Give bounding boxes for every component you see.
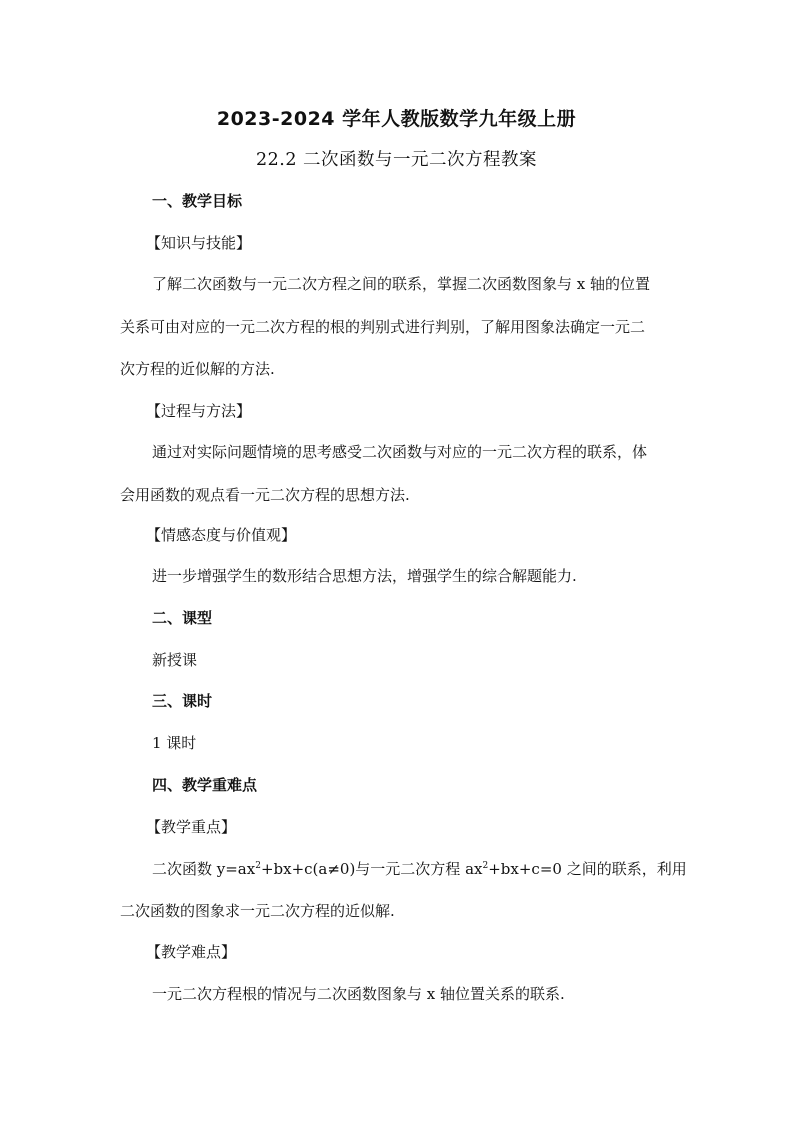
paragraph-line: 通过对实际问题情境的思考感受二次函数与对应的一元二次方程的联系，体	[152, 443, 648, 461]
paragraph-line: 会用函数的观点看一元二次方程的思想方法.	[120, 486, 410, 504]
paragraph-line-formula	[152, 858, 687, 879]
subheading-knowledge: 【知识与技能】	[146, 234, 252, 252]
paragraph-line: 一元二次方程根的情况与二次函数图象与 x 轴位置关系的联系.	[152, 985, 565, 1003]
section-heading-objectives: 一、教学目标	[152, 192, 243, 210]
superscript: 2	[482, 861, 489, 871]
paragraph-line: 二次函数的图象求一元二次方程的近似解.	[120, 902, 395, 920]
subheading-key-points: 【教学重点】	[146, 818, 237, 836]
section-heading-class-hours: 三、课时	[152, 692, 213, 710]
subheading-process: 【过程与方法】	[146, 402, 252, 420]
formula-text: 二次函数 y=ax	[152, 860, 256, 878]
document-title: 2023-2024 学年人教版数学九年级上册	[216, 108, 577, 130]
document-subtitle: 22.2 二次函数与一元二次方程教案	[255, 150, 538, 170]
subheading-emotion: 【情感态度与价值观】	[146, 526, 297, 544]
section-heading-lesson-type: 二、课型	[152, 609, 213, 627]
paragraph-line: 进一步增强学生的数形结合思想方法，增强学生的综合解题能力.	[152, 567, 577, 585]
paragraph-line: 次方程的近似解的方法.	[120, 360, 275, 378]
section-heading-key-difficult: 四、教学重难点	[152, 776, 258, 794]
formula-text: +bx+c(a≠0)与一元二次方程 ax	[260, 860, 483, 878]
superscript: 2	[255, 861, 261, 871]
paragraph-line: 关系可由对应的一元二次方程的根的判别式进行判别，了解用图象法确定一元二	[120, 318, 646, 336]
formula-text: +bx+c=0 之间的联系，利用	[488, 860, 687, 878]
paragraph-line: 1 课时	[152, 734, 197, 752]
paragraph-line: 新授课	[152, 651, 198, 669]
paragraph-line: 了解二次函数与一元二次方程之间的联系，掌握二次函数图象与 x 轴的位置	[152, 275, 650, 293]
subheading-difficult-points: 【教学难点】	[146, 943, 237, 961]
